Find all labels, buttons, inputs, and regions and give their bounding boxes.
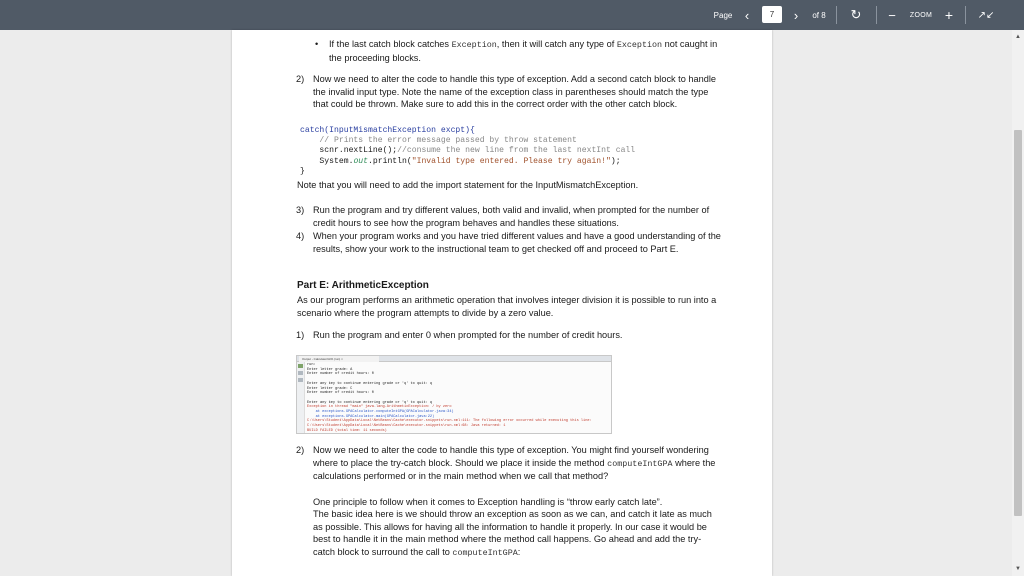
- zoom-out-icon[interactable]: −: [888, 7, 896, 23]
- import-note: Note that you will need to add the import statement for the InputMismatchException.: [297, 180, 639, 190]
- toolbar-divider: [965, 6, 966, 24]
- console-output-screenshot: [296, 355, 612, 434]
- step-number: 2): [296, 74, 305, 84]
- code-comment: // Prints the error message passed by throw statement: [300, 136, 577, 146]
- run-icon: [298, 364, 303, 368]
- console-build-failed: BUILD FAILED (total time: 11 seconds): [307, 428, 387, 433]
- inline-code: Exception: [451, 40, 497, 50]
- code-block: [300, 126, 660, 177]
- scroll-up-icon[interactable]: ▲: [1015, 34, 1021, 40]
- rerun-icon: [298, 378, 303, 382]
- console-line: run:: [307, 363, 316, 367]
- section-heading: Part E: ArithmeticException: [297, 280, 429, 291]
- code-line: scnr.nextLine();//consume the new line from the last nextInt call: [300, 146, 636, 156]
- bullet-text: If the last catch block catches: [329, 39, 452, 49]
- scroll-down-icon[interactable]: ▼: [1015, 566, 1021, 572]
- document-page: [232, 30, 772, 576]
- console-error-line: Exception in thread "main" java.lang.ArithmeticException: / by zero: [307, 405, 452, 410]
- bullet-dot: •: [315, 39, 319, 49]
- code-line: System.out.println("Invalid type entered. Please try again!");: [300, 156, 621, 166]
- step-3: [296, 204, 723, 229]
- bullet-text: , then it will catch any type of: [496, 39, 617, 49]
- step-2: [296, 73, 723, 111]
- console-text: [307, 363, 611, 434]
- console-line: Enter number of credit hours: 0: [307, 372, 374, 377]
- rotate-icon[interactable]: ↻: [850, 7, 862, 22]
- page-number-input[interactable]: 7: [762, 6, 782, 23]
- fullscreen-icon[interactable]: ↗↙: [977, 9, 995, 21]
- console-error-line: C:\Users\Student\AppData\Local\NetBeans\Cache\executor-snippets\run.xml:111: The following error occurred while executing this line:: [307, 419, 592, 424]
- step-text: Run the program and try different values, both valid and invalid, when prompted for the number of credit hours to see how the program behaves and handles these situations.: [313, 205, 710, 228]
- part-e-step-2: [296, 444, 723, 483]
- console-error-line: C:\Users\Student\AppData\Local\NetBeans\Cache\executor-snippets\run.xml:68: Java returned: 1: [307, 424, 506, 429]
- console-line: Enter number of credit hours: 0: [307, 391, 374, 396]
- console-line: Enter any key to continue entering grade or 'q' to quit: q: [307, 381, 433, 386]
- step-text: When your program works and you have tried different values and have a good understanding of the results, show your work to the instructional team to get checked off and proceed to Part E.: [313, 231, 721, 254]
- stop-icon: [298, 371, 303, 375]
- page-label: Page: [713, 10, 733, 20]
- step-text: Run the program and enter 0 when prompted for the number of credit hours.: [313, 330, 623, 340]
- total-pages: of 8: [812, 10, 826, 20]
- scrollbar-thumb[interactable]: [1014, 130, 1022, 516]
- prev-page-icon[interactable]: ‹: [744, 7, 750, 23]
- console-tab-bar: [297, 356, 612, 362]
- toolbar-divider: [876, 6, 877, 24]
- step-text: Now we need to alter the code to handle this type of exception. Add a second catch block to handle the invalid input type. Note the name of the exception class in parentheses should match the type that could be thrown. Make sure to add this in the correct order with the other catch block.: [313, 74, 716, 109]
- step-text: where the calculations performed or in the main method when we call that method?: [313, 457, 716, 481]
- toolbar-divider: [836, 6, 837, 24]
- inline-code: computeIntGPA: [452, 547, 518, 558]
- step-number: 3): [296, 205, 305, 215]
- vertical-scrollbar[interactable]: [1012, 30, 1024, 576]
- console-stack-line[interactable]: at exceptions.GPACalculator.computeIntGPA(GPACalculator.java:34): [307, 410, 454, 415]
- zoom-label: ZOOM: [909, 11, 933, 19]
- step-number: 1): [296, 330, 305, 340]
- console-line: Enter letter grade: A: [307, 367, 353, 372]
- code-line: catch(InputMismatchException excpt){: [300, 126, 475, 135]
- console-line: Enter letter grade: C: [307, 386, 353, 391]
- zoom-in-icon[interactable]: +: [944, 7, 954, 23]
- step-number: 2): [296, 445, 305, 455]
- pdf-toolbar: [0, 0, 1024, 30]
- explanation-paragraph: The basic idea here is we should throw an exception as soon as we can, and catch it late as much as possible. This allows for having all the information to handle it properly. In our case it would be best to handle it in the main method where the method call happens. Go ahead and add the try-catch block to surround the call to computeIntGPA:: [313, 509, 712, 558]
- next-page-icon[interactable]: ›: [793, 7, 799, 23]
- code-line: }: [300, 166, 305, 176]
- step-text: Now we need to alter the code to handle this type of exception. You might find yourself wondering where to place the try-catch block. Should we place it inside the method: [313, 445, 709, 468]
- bullet-item: [315, 38, 729, 64]
- section-intro: As our program performs an arithmetic operation that involves integer division it is possible to run into a scenario where the program attempts to divide by a zero value.: [297, 295, 717, 318]
- step-4: [296, 230, 723, 255]
- bullet-text: not caught in the proceeding blocks.: [329, 39, 718, 63]
- principle-paragraph: One principle to follow when it comes to Exception handling is “throw early catch late”.: [313, 497, 663, 507]
- console-gutter: [297, 362, 305, 434]
- console-line: Enter any key to continue entering grade or 'q' to quit: q: [307, 400, 433, 405]
- console-stack-line[interactable]: at exceptions.GPACalculator.main(GPACalculator.java:22): [307, 414, 435, 419]
- inline-code: computeIntGPA: [607, 458, 673, 469]
- part-e-step-1: [296, 329, 723, 342]
- inline-code: Exception: [616, 40, 663, 50]
- console-tab: Output - CalculatorGPA (run) ×: [299, 356, 379, 362]
- step-number: 4): [296, 231, 305, 241]
